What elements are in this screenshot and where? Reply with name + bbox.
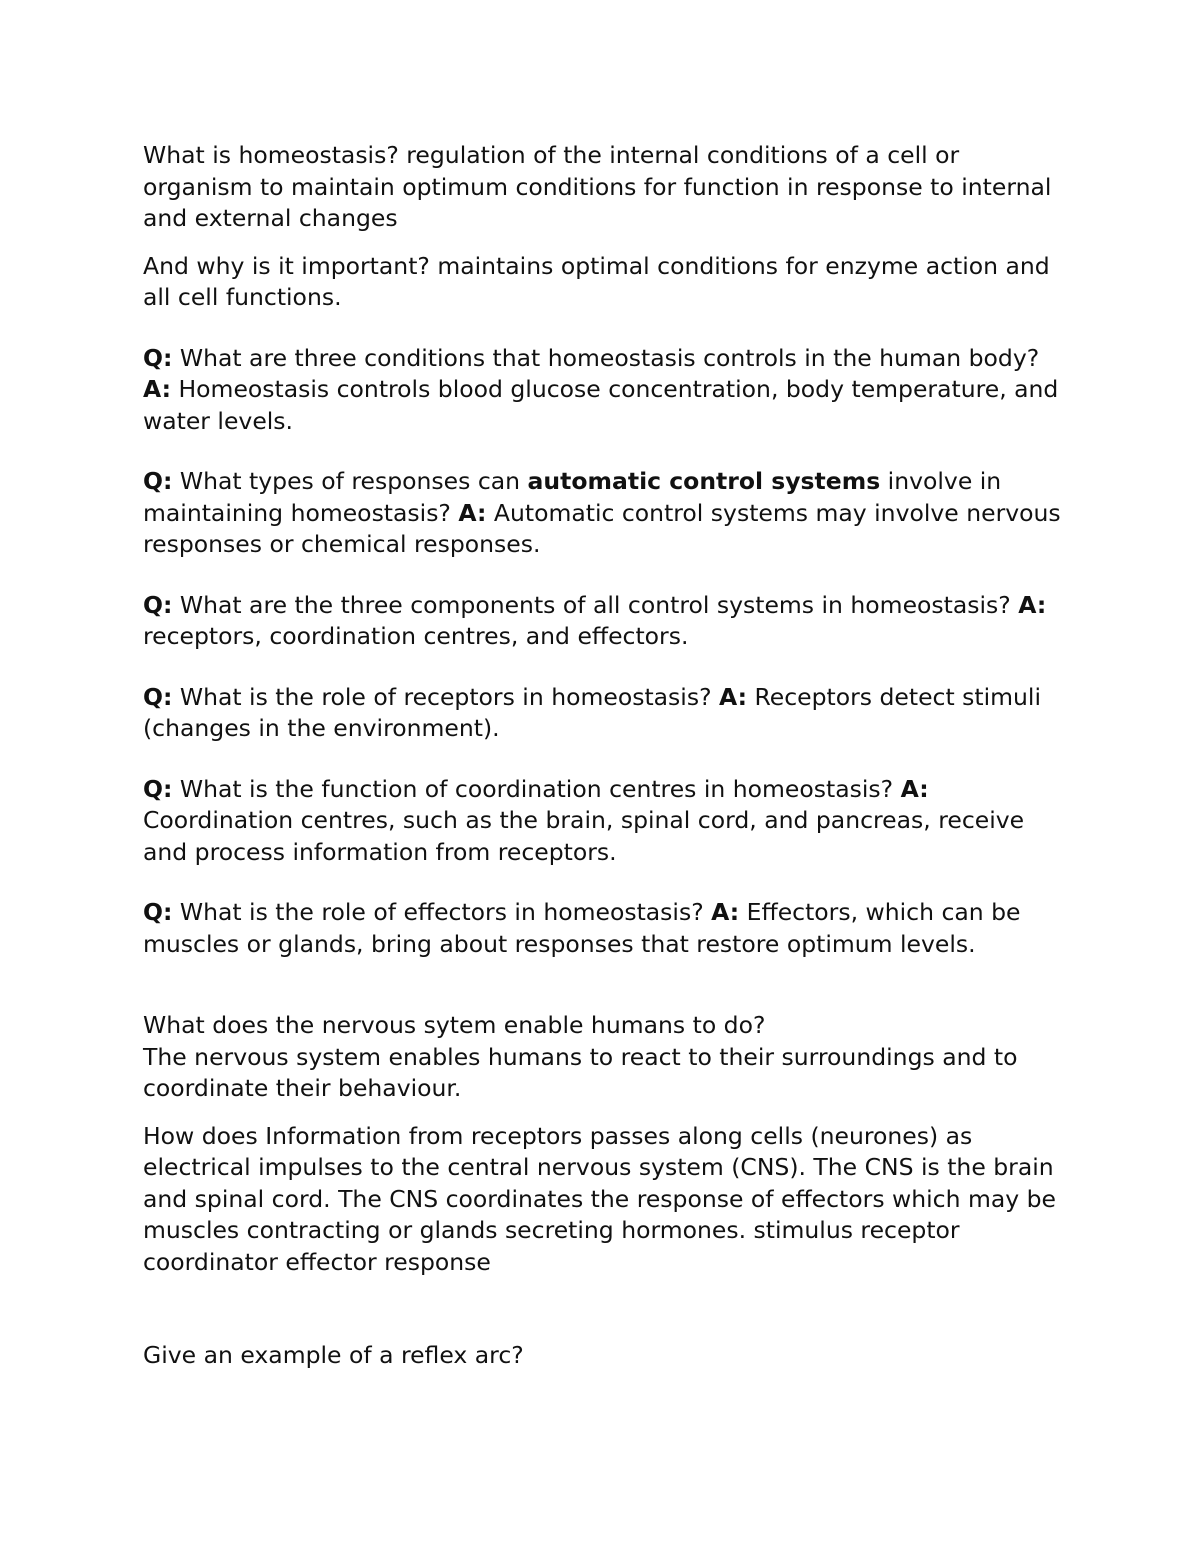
answer-label: A: <box>143 375 172 403</box>
question-label: Q: <box>143 898 173 926</box>
question-label: Q: <box>143 682 173 711</box>
question-label: Q: <box>143 467 173 495</box>
answer-text: Homeostasis controls blood glucose concentration, body temperature, and water levels. <box>143 375 1059 435</box>
question-label: Q: <box>143 590 173 619</box>
answer-label: A: <box>711 898 740 926</box>
question-label: Q: <box>143 343 173 372</box>
nervous-system-answer: The nervous system enables humans to react to their surroundings and to coordinate their behaviour. <box>143 1042 1018 1102</box>
question-text: involve in maintaining homeostasis? <box>143 467 1002 527</box>
question-text: What is the role of receptors in homeostasis? <box>172 682 720 711</box>
answer-label: A: <box>719 682 748 711</box>
nervous-system-info: How does Information from receptors passes along cells (neurones) as electrical impulses to the central nervous system (CNS). The CNS is the brain and spinal cord. The CNS coordinates the response of effectors which may be muscles contracting or glands secreting hormones. stimulus receptor coordinator effector response <box>143 1121 1057 1276</box>
answer-text: Effectors, which can be muscles or glands, bring about responses that restore optimum levels. <box>143 898 1021 958</box>
question-text: What is the role of effectors in homeostasis? <box>172 898 712 926</box>
question-bold-term: automatic control systems <box>527 467 881 495</box>
qa-item <box>143 466 1073 561</box>
answer-text: Receptors detect stimuli (changes in the environment). <box>143 682 1041 742</box>
question-text: What are three conditions that homeostasis controls in the human body? <box>172 343 1040 372</box>
question-text: What are the three components of all control systems in homeostasis? <box>172 590 1019 619</box>
qa-item <box>143 682 1073 745</box>
document-body <box>143 140 1073 1372</box>
answer-text: receptors, coordination centres, and effectors. <box>143 622 689 650</box>
question-text: What types of responses can <box>172 467 528 495</box>
qa-item <box>143 343 1073 438</box>
question-label: Q: <box>143 774 173 803</box>
qa-item <box>143 774 1073 869</box>
homeostasis-definition: What is homeostasis? regulation of the internal conditions of a cell or organism to maintain optimum conditions for function in response to internal and external changes <box>143 141 1052 232</box>
qa-item <box>143 590 1073 653</box>
question-text: What is the function of coordination centres in homeostasis? <box>172 774 901 803</box>
answer-label: A: <box>458 498 487 527</box>
homeostasis-importance: And why is it important? maintains optimal conditions for enzyme action and all cell functions. <box>143 251 1050 311</box>
answer-text: Coordination centres, such as the brain, spinal cord, and pancreas, receive and process information from receptors. <box>143 806 1025 866</box>
nervous-system-question: What does the nervous sytem enable humans to do? <box>143 1011 766 1039</box>
answer-label: A: <box>900 774 929 803</box>
reflex-arc-question: Give an example of a reflex arc? <box>143 1341 524 1369</box>
answer-text: Automatic control systems may involve nervous responses or chemical responses. <box>143 498 1061 558</box>
qa-item <box>143 897 1073 960</box>
answer-label: A: <box>1018 590 1047 619</box>
